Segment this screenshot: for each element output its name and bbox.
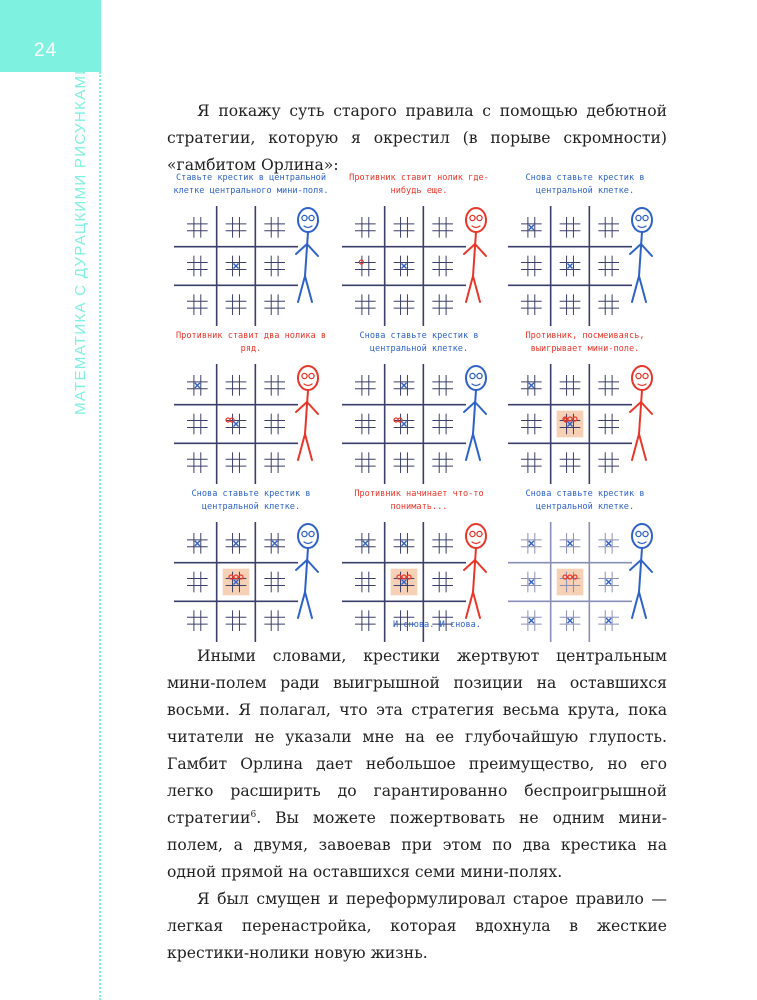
body-text	[167, 643, 667, 967]
x-mark	[272, 541, 277, 546]
panel-caption: Противник, посмеиваясь, выигрывает мини-поле.	[525, 331, 645, 354]
panel-footer-caption: И снова. И снова.	[393, 620, 481, 630]
x-mark	[529, 618, 534, 623]
x-mark	[568, 541, 573, 546]
panel-caption: Противник ставит два нолика в ряд.	[175, 331, 327, 354]
x-mark	[234, 541, 239, 546]
mini-board-drawing	[336, 172, 502, 327]
stick-figure	[630, 524, 652, 618]
mini-board-drawing	[502, 172, 668, 327]
panel-caption: Противник начинает что-то понимать...	[354, 489, 484, 512]
x-mark	[606, 541, 611, 546]
x-mark	[529, 580, 534, 585]
running-head-text: МАТЕМАТИКА С ДУРАЦКИМИ РИСУНКАМИ	[72, 62, 89, 415]
stick-figure	[464, 208, 486, 302]
x-mark	[402, 264, 407, 269]
x-mark	[402, 383, 407, 388]
o-mark	[398, 418, 402, 422]
page-number: 24	[34, 40, 58, 61]
x-mark	[568, 264, 573, 269]
x-mark	[529, 541, 534, 546]
body-p1-part1: Иными словами, крестики жертвуют центральным мини-полем ради выигрышной позиции на оставшихся восьми. Я полагал, что эта стратегия весьма крута, пока читатели не указали мне на ее глубочайшую глупость. Гамбит Орлина дает небольшое преимущество, но его легко расширить до гарантированно беспроигрышной стратегии	[167, 647, 667, 827]
mini-board-drawing	[168, 330, 334, 485]
mini-board-drawing	[168, 488, 334, 643]
x-mark	[234, 264, 239, 269]
panel-caption: Ставьте крестик в центральной клетке центрального мини-поля.	[173, 173, 329, 196]
comic-panels	[168, 172, 668, 642]
panel-caption: Снова ставьте крестик в центральной клетке.	[191, 489, 311, 512]
o-mark	[226, 418, 230, 422]
x-mark	[402, 541, 407, 546]
panel-caption: Противник ставит нолик где-нибудь еще.	[349, 173, 489, 196]
comic-panel	[336, 172, 502, 327]
mini-board-drawing	[168, 172, 334, 327]
mini-board-drawing	[502, 488, 668, 643]
comic-panel	[502, 172, 668, 327]
intro-paragraph: Я покажу суть старого правила с помощью дебютной стратегии, которую я окрестил (в порыве скромности) «гамбитом Орлина»:	[167, 102, 667, 174]
body-paragraph-1	[167, 643, 667, 886]
x-mark	[363, 541, 368, 546]
x-mark	[195, 541, 200, 546]
x-mark	[529, 225, 534, 230]
page-corner-tab	[0, 0, 101, 72]
intro-text	[167, 98, 667, 179]
stick-figure	[296, 366, 318, 460]
x-mark	[195, 383, 200, 388]
mini-board-drawing	[336, 330, 502, 485]
x-mark	[234, 422, 239, 427]
comic-panel	[502, 330, 668, 485]
comic-panel	[168, 488, 334, 643]
o-mark	[394, 418, 398, 422]
panel-caption: Снова ставьте крестик в центральной клетке.	[359, 331, 479, 354]
x-mark	[606, 618, 611, 623]
x-mark	[568, 618, 573, 623]
comic-panel	[502, 488, 668, 643]
running-head	[72, 62, 90, 433]
comic-panel	[336, 330, 502, 485]
comic-panel	[168, 172, 334, 327]
stick-figure	[296, 524, 318, 618]
o-mark	[359, 260, 363, 264]
won-board-shade	[557, 569, 584, 596]
x-mark	[402, 422, 407, 427]
comic-panel	[168, 330, 334, 485]
panel-caption: Снова ставьте крестик в центральной клетке.	[525, 489, 645, 512]
stick-figure	[464, 366, 486, 460]
o-mark	[230, 418, 234, 422]
dotted-margin-rule	[99, 72, 101, 1000]
body-paragraph-2: Я был смущен и переформулировал старое правило — легкая перенастройка, которая вдохнула в жесткие крестики-нолики новую жизнь.	[167, 890, 667, 962]
stick-figure	[296, 208, 318, 302]
footnote-ref: 6	[250, 809, 257, 820]
stick-figure	[630, 366, 652, 460]
mini-board-drawing	[502, 330, 668, 485]
x-mark	[529, 383, 534, 388]
stick-figure	[464, 524, 486, 618]
body-p1-part2: . Вы можете пожертвовать не одним мини-полем, а двумя, завоевав при этом по два крестика на одной прямой на оставшихся семи мини-полях.	[167, 809, 667, 881]
stick-figure	[630, 208, 652, 302]
panel-caption: Снова ставьте крестик в центральной клетке.	[525, 173, 645, 196]
x-mark	[606, 580, 611, 585]
